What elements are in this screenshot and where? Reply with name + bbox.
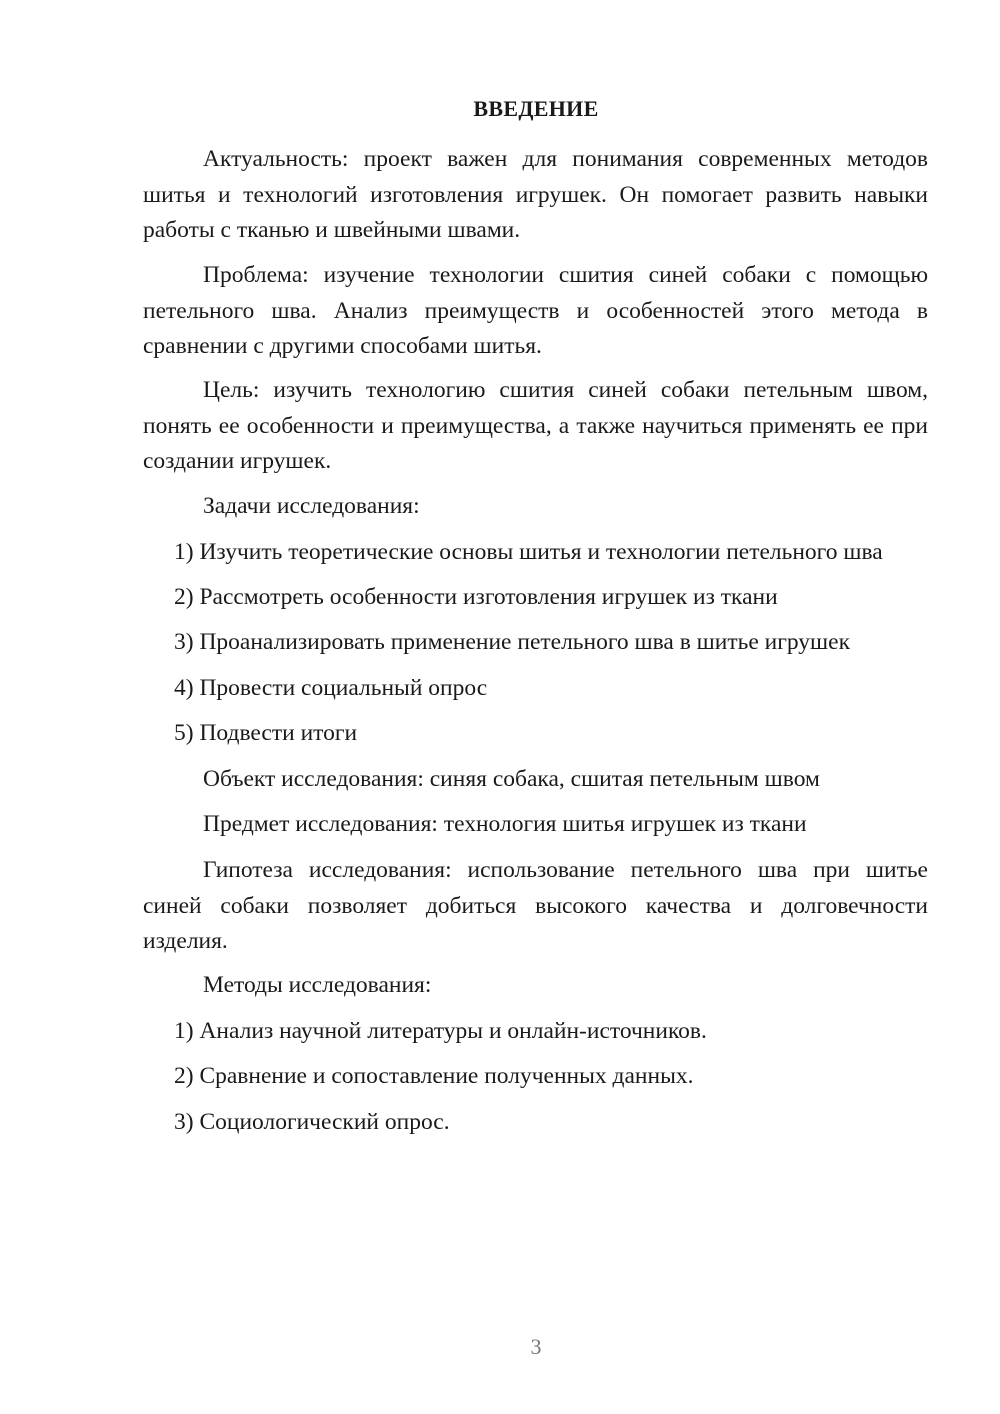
problem-paragraph: Проблема: изучение технологии сшития синей собаки с помощью петельного шва. Анализ преимуществ и особенностей этого метода в сравнении с другими способами шитья. <box>143 262 928 359</box>
method-item: 3) Социологический опрос. <box>174 1109 450 1135</box>
relevance-paragraph: Актуальность: проект важен для понимания современных методов шитья и технологий изготовления игрушек. Он помогает развить навыки работы с тканью и швейными швами. <box>143 146 928 243</box>
hypothesis-paragraph: Гипотеза исследования: использование петельного шва при шитье синей собаки позволяет добиться высокого качества и долговечности изделия. <box>143 857 928 954</box>
subject-line: Предмет исследования: технология шитья игрушек из ткани <box>203 811 807 837</box>
tasks-heading: Задачи исследования: <box>203 493 420 519</box>
method-item: 2) Сравнение и сопоставление полученных данных. <box>174 1063 694 1089</box>
object-line: Объект исследования: синяя собака, сшитая петельным швом <box>203 766 820 792</box>
task-item: 3) Проанализировать применение петельного шва в шитье игрушек <box>174 629 850 655</box>
page-title: ВВЕДЕНИЕ <box>473 96 599 121</box>
methods-heading: Методы исследования: <box>203 972 432 998</box>
goal-paragraph: Цель: изучить технологию сшития синей собаки петельным швом, понять ее особенности и преимущества, а также научиться применять ее при создании игрушек. <box>143 377 928 474</box>
method-item: 1) Анализ научной литературы и онлайн-источников. <box>174 1018 707 1044</box>
task-item: 1) Изучить теоретические основы шитья и технологии петельного шва <box>174 539 883 565</box>
page-number: 3 <box>530 1334 542 1359</box>
task-item: 4) Провести социальный опрос <box>174 675 488 701</box>
task-item: 5) Подвести итоги <box>174 720 358 746</box>
task-item: 2) Рассмотреть особенности изготовления игрушек из ткани <box>174 584 778 610</box>
